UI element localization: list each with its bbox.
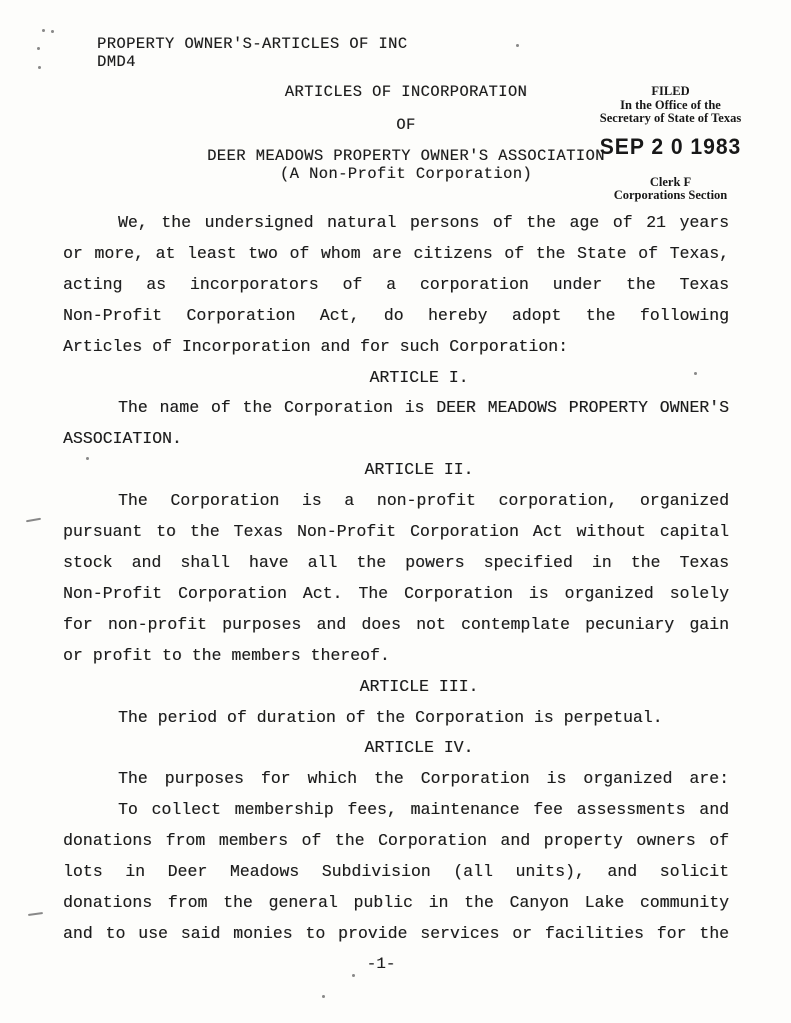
doc-line: ASSOCIATION. [63, 429, 182, 449]
doc-line: donations from members of the Corporation and property owners of [63, 831, 729, 851]
doc-line: The period of duration of the Corporation is perpetual. [118, 707, 663, 727]
article-heading-2: ARTICLE II. [364, 460, 474, 480]
article-heading-3: ARTICLE III. [359, 676, 479, 696]
scan-artifact [38, 66, 41, 69]
doc-line: acting as incorporators of a corporation under the Texas [63, 274, 729, 294]
doc-line: We, the undersigned natural persons of the age of 21 years [118, 213, 729, 232]
reference-line: PROPERTY OWNER'S-ARTICLES OF INC [97, 35, 408, 53]
scan-artifact [42, 29, 45, 32]
doc-line: or more, at least two of whom are citizens of the State of Texas, [63, 243, 729, 263]
stamp-date: SEP 2 0 1983 [599, 133, 742, 159]
doc-line: The purposes for which the Corporation is organized are: [118, 769, 729, 789]
doc-line: stock and shall have all the powers specified in the Texas [63, 552, 729, 572]
stamp-secretary-line: Secretary of State of Texas [599, 111, 742, 125]
document-body [63, 208, 729, 950]
stamp-filed-label: FILED [651, 84, 690, 98]
doc-line: Articles of Incorporation and for such Corporation: [63, 336, 568, 356]
doc-line: and to use said monies to provide services or facilities for the [63, 923, 729, 943]
corporation-name: DEER MEADOWS PROPERTY OWNER'S ASSOCIATION [207, 147, 605, 165]
scan-artifact [352, 974, 355, 977]
scan-artifact [694, 372, 697, 375]
article-heading-1: ARTICLE I. [369, 367, 469, 387]
doc-line: donations from the general public in the Canyon Lake community [63, 892, 729, 912]
scan-artifact [37, 47, 40, 50]
page-number: -1- [366, 955, 396, 973]
doc-line: pursuant to the Texas Non-Profit Corporation Act without capital [63, 522, 729, 542]
title-of: OF [396, 116, 416, 134]
scan-artifact [26, 518, 41, 523]
scan-artifact [86, 457, 89, 460]
scan-artifact [28, 912, 43, 916]
doc-line: The Corporation is a non-profit corporation, organized [118, 491, 729, 511]
doc-line: To collect membership fees, maintenance fee assessments and [118, 800, 729, 820]
stamp-clerk: Clerk F [649, 174, 692, 189]
doc-line: The name of the Corporation is DEER MEADOWS PROPERTY OWNER'S [118, 398, 729, 418]
document-title: ARTICLES OF INCORPORATION [284, 83, 528, 101]
document-reference-header [97, 35, 407, 71]
scan-artifact [322, 995, 325, 998]
reference-code: DMD4 [97, 53, 136, 71]
article-heading-4: ARTICLE IV. [364, 738, 474, 758]
doc-line: lots in Deer Meadows Subdivision (all units), and solicit [63, 862, 729, 882]
scan-artifact [51, 30, 54, 33]
doc-line: or profit to the members thereof. [63, 645, 390, 665]
scan-artifact [516, 44, 519, 47]
doc-line: Non-Profit Corporation Act, do hereby adopt the following [63, 305, 729, 325]
stamp-section: Corporations Section [613, 188, 728, 202]
doc-line: for non-profit purposes and does not contemplate pecuniary gain [63, 614, 729, 634]
filing-stamp [578, 85, 763, 203]
doc-line: Non-Profit Corporation Act. The Corporation is organized solely [63, 583, 729, 603]
stamp-office-line: In the Office of the [620, 97, 721, 112]
corporation-subtitle: (A Non-Profit Corporation) [279, 165, 533, 183]
